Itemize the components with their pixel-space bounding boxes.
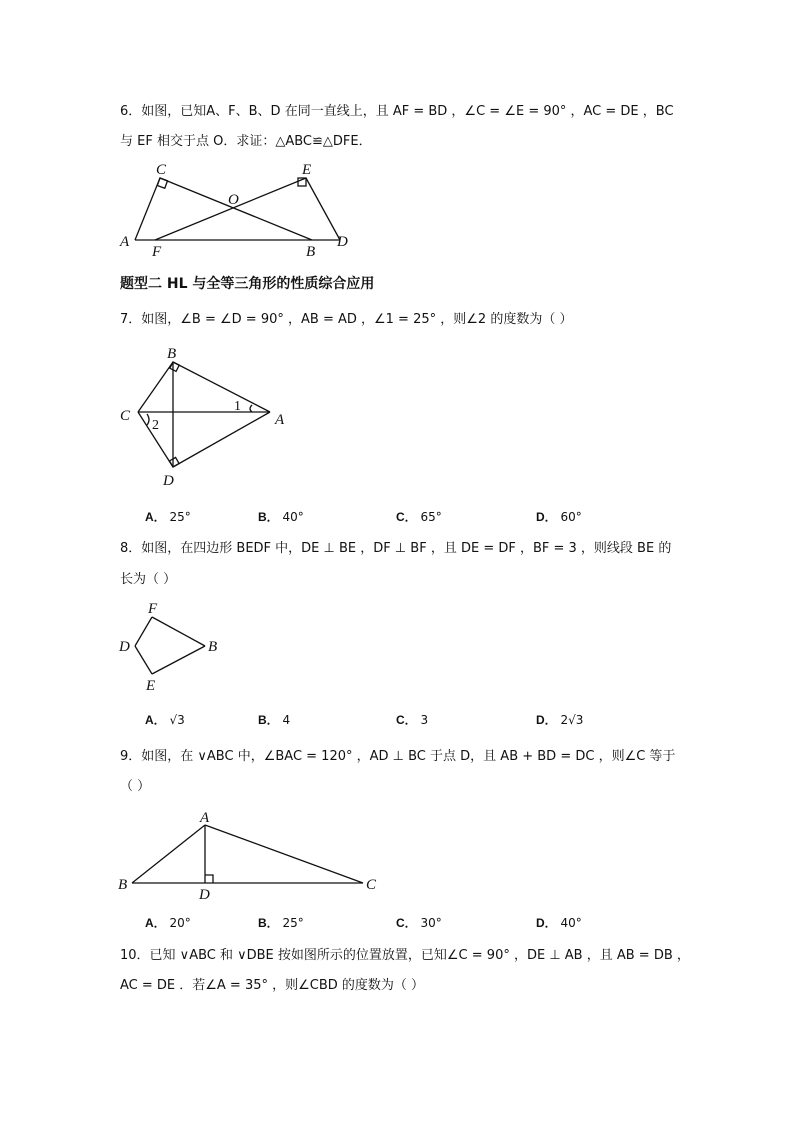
q7-angle-arc-2 [147, 414, 149, 425]
q8-option-a[interactable]: A． √3 [145, 713, 185, 727]
q7-label-d: D [163, 473, 174, 489]
q9-label-c: C [366, 877, 377, 893]
q9-option-c[interactable]: C． 30° [396, 916, 442, 930]
q7-text: 7．如图，∠B = ∠D = 90° ，AB = AD ，∠1 = 25° ，则∠2 的度数为（ ） [120, 312, 573, 327]
q8-label-b: B [208, 639, 218, 655]
q7-label-a: A [275, 412, 285, 428]
q9-option-a[interactable]: A． 20° [145, 916, 191, 930]
q9-option-d[interactable]: D． 40° [536, 916, 582, 930]
q6-label-e: E [302, 162, 312, 178]
q7-figure [115, 342, 305, 492]
q9-option-b[interactable]: B． 25° [258, 916, 304, 930]
q7-option-a[interactable]: A． 25° [145, 510, 191, 524]
q6-line-ed [306, 178, 340, 240]
q7-option-b[interactable]: B． 40° [258, 510, 304, 524]
q6-right-angle-c [157, 178, 167, 188]
q6-text-line2: 与 EF 相交于点 O．求证：△ABC≌△DFE． [120, 134, 372, 149]
q8-line-fd [135, 617, 152, 646]
q7-option-c[interactable]: C． 65° [396, 510, 442, 524]
q6-label-f: F [152, 244, 162, 260]
q6-label-b: B [306, 244, 316, 260]
q6-text-line1: 6．如图，已知A、F、B、D 在同一直线上，且 AF = BD ，∠C = ∠E = 90° ，AC = DE ，BC [120, 104, 674, 119]
q9-label-d: D [199, 887, 210, 903]
q8-line-de [135, 646, 152, 674]
q7-option-d[interactable]: D． 60° [536, 510, 582, 524]
q8-label-f: F [148, 601, 158, 617]
q9-line-ba [132, 825, 205, 883]
q7-right-angle-d [170, 457, 180, 467]
q6-figure [110, 158, 370, 258]
q7-angle-arc-1 [250, 405, 252, 412]
q8-line-eb [152, 646, 205, 674]
q6-line-ac [135, 178, 160, 240]
q9-text-line2: （ ） [120, 779, 151, 794]
q8-option-d[interactable]: D． 2√3 [536, 713, 584, 727]
q10-text-line1: 10．已知 ∨ABC 和 ∨DBE 按如图所示的位置放置，已知∠C = 90° ，DE ⊥ AB ，且 AB = DB ， [120, 948, 690, 963]
q8-text-line2: 长为（ ） [120, 572, 177, 587]
q9-label-b: B [118, 877, 128, 893]
q9-right-angle-d [205, 875, 213, 883]
q6-line-fe [155, 178, 306, 240]
q8-label-d: D [119, 639, 130, 655]
q6-label-c: C [156, 162, 167, 178]
q7-line-da [173, 412, 270, 467]
q8-figure [115, 598, 235, 693]
q7-line-ba [173, 362, 270, 412]
q7-label-b: B [167, 346, 177, 362]
q7-label-1: 1 [234, 399, 241, 414]
q9-label-a: A [200, 810, 210, 826]
q9-figure [110, 805, 390, 905]
q8-label-e: E [146, 678, 156, 694]
q6-label-a: A [120, 234, 130, 250]
q6-label-d: D [337, 234, 348, 250]
q6-line-cb [160, 178, 312, 240]
q8-option-b[interactable]: B． 4 [258, 713, 291, 727]
q9-line-ac [205, 825, 363, 883]
q7-label-2: 2 [152, 418, 159, 433]
q7-line-cb [138, 362, 173, 412]
q8-option-c[interactable]: C． 3 [396, 713, 429, 727]
q7-label-c: C [120, 408, 131, 424]
q9-text-line1: 9．如图，在 ∨ABC 中，∠BAC = 120° ，AD ⊥ BC 于点 D，且 AB + BD = DC ，则∠C 等于 [120, 749, 676, 764]
q8-line-fb [152, 617, 205, 646]
q10-text-line2: AC = DE ．若∠A = 35° ，则∠CBD 的度数为（ ） [120, 978, 425, 993]
q8-text-line1: 8．如图，在四边形 BEDF 中，DE ⊥ BE ，DF ⊥ BF ，且 DE = DF ，BF = 3 ，则线段 BE 的 [120, 541, 672, 556]
section-heading: 题型二 HL 与全等三角形的性质综合应用 [120, 276, 375, 292]
q6-label-o: O [228, 192, 239, 208]
